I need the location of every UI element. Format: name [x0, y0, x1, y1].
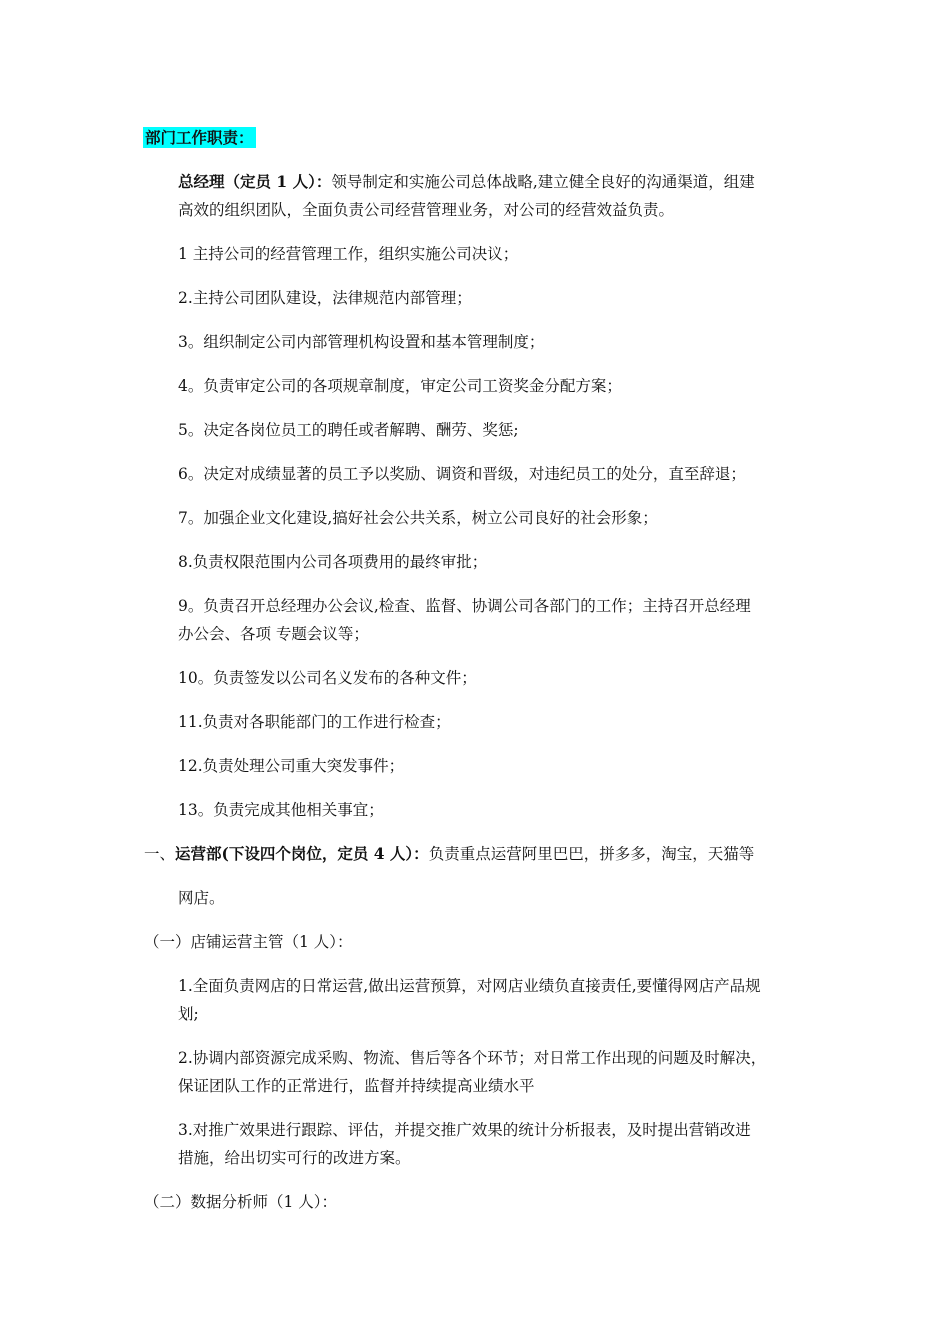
gm-duty-5: 5。决定各岗位员工的聘任或者解聘、酬劳、奖惩;: [178, 421, 519, 439]
gm-duty-4: 4。负责审定公司的各项规章制度，审定公司工资奖金分配方案；: [178, 377, 622, 395]
store-manager-line-3: 2.协调内部资源完成采购、物流、售后等各个环节；对日常工作出现的问题及时解决，: [178, 1049, 767, 1067]
section-heading: [143, 128, 256, 148]
gm-intro-line: [178, 172, 755, 192]
gm-duty-12: 12.负责处理公司重大突发事件；: [178, 757, 405, 775]
store-manager-line-2: 划;: [178, 1005, 199, 1023]
gm-title: 总经理（定员 1 人）：: [178, 172, 332, 191]
store-manager-line-6: 措施，给出切实可行的改进方案。: [178, 1149, 411, 1167]
gm-duty-9: 9。负责召开总经理办公会议,检查、监督、协调公司各部门的工作；主持召开总经理: [178, 597, 751, 615]
store-manager-line-4: 保证团队工作的正常进行，监督并持续提高业绩水平: [178, 1077, 535, 1095]
gm-duty-11: 11.负责对各职能部门的工作进行检查；: [178, 713, 451, 731]
ops-desc-line1: 负责重点运营阿里巴巴，拼多多，淘宝，天猫等: [428, 845, 755, 863]
gm-desc-line2: 高效的组织团队，全面负责公司经营管理业务，对公司的经营效益负责。: [178, 201, 675, 219]
ops-intro-line: [144, 844, 754, 864]
gm-desc-line1: 领导制定和实施公司总体战略,建立健全良好的沟通渠道，组建: [331, 173, 755, 191]
gm-duty-2: 2.主持公司团队建设，法律规范内部管理；: [178, 289, 472, 307]
store-manager-line-1: 1.全面负责网店的日常运营,做出运营预算，对网店业绩负直接责任,要懂得网店产品规: [178, 977, 761, 995]
gm-duty-7: 7。加强企业文化建设,搞好社会公共关系，树立公司良好的社会形象；: [178, 509, 658, 527]
gm-duty-13: 13。负责完成其他相关事宜；: [178, 801, 384, 819]
data-analyst-title: （二）数据分析师（1 人）：: [144, 1193, 338, 1211]
highlighted-heading: 部门工作职责：: [145, 128, 254, 147]
ops-desc-line2: 网店。: [178, 889, 225, 907]
gm-duty-6: 6。决定对成绩显著的员工予以奖励、调资和晋级，对违纪员工的处分，直至辞退；: [178, 465, 746, 483]
ops-title: 运营部(下设四个岗位，定员 4 人）：: [175, 844, 429, 863]
gm-duty-3: 3。组织制定公司内部管理机构设置和基本管理制度；: [178, 333, 545, 351]
gm-duty-1: 1 主持公司的经营管理工作，组织实施公司决议；: [178, 245, 519, 263]
store-manager-line-5: 3.对推广效果进行跟踪、评估，并提交推广效果的统计分析报表，及时提出营销改进: [178, 1121, 751, 1139]
gm-duty-10: 10。负责签发以公司名义发布的各种文件；: [178, 669, 477, 687]
ops-prefix: 一、: [144, 845, 176, 863]
gm-duty-8: 8.负责权限范围内公司各项费用的最终审批；: [178, 553, 488, 571]
store-manager-title: （一）店铺运营主管（1 人）：: [144, 933, 353, 951]
gm-duty-9-cont: 办公会、各项 专题会议等；: [178, 625, 369, 643]
